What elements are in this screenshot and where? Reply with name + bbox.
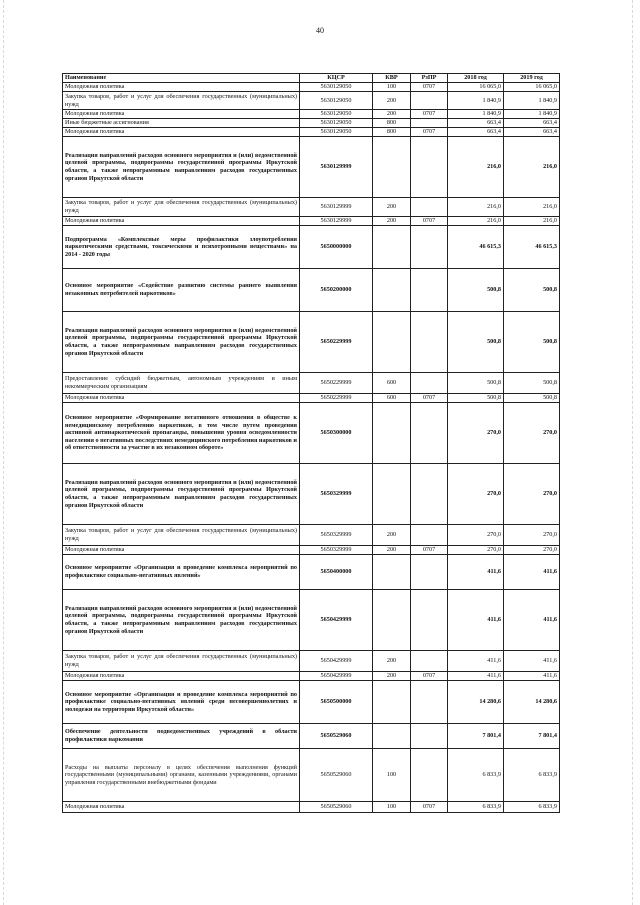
table-row (63, 525, 560, 546)
row-kvr: 200 (373, 546, 411, 555)
table-row (63, 217, 560, 226)
table-header-row (63, 74, 560, 83)
row-2019: 216,0 (504, 137, 560, 198)
row-2019: 411,6 (504, 590, 560, 651)
row-kvr: 200 (373, 651, 411, 672)
row-2018: 500,8 (448, 269, 504, 312)
row-name: Закупка товаров, работ и услуг для обеспечения государственных (муниципальных) нужд (63, 525, 300, 546)
table-body (63, 83, 560, 813)
row-2019: 1 840,9 (504, 92, 560, 110)
table-row (63, 128, 560, 137)
row-rzpr: 0707 (411, 394, 448, 403)
table-row (63, 464, 560, 525)
table-row (63, 110, 560, 119)
row-2018: 270,0 (448, 403, 504, 464)
row-name: Основное мероприятие «Содействие развитию системы раннего выявления незаконных потребителей наркотиков» (63, 269, 300, 312)
row-2019: 270,0 (504, 525, 560, 546)
row-kcsr: 5650329999 (300, 546, 373, 555)
row-kvr: 100 (373, 83, 411, 92)
row-kcsr: 5630129050 (300, 119, 373, 128)
row-kvr (373, 403, 411, 464)
row-name: Реализация направлений расходов основного мероприятия и (или) ведомственной целевой программы, подпрограммы государственной программы Иркутской области, а также непрограммным направлениям расходов государственных органов Иркутской области (63, 590, 300, 651)
table-row (63, 226, 560, 269)
row-2019: 500,8 (504, 394, 560, 403)
row-2018: 1 840,9 (448, 110, 504, 119)
row-rzpr (411, 269, 448, 312)
row-kcsr: 5630129050 (300, 92, 373, 110)
row-kvr: 600 (373, 394, 411, 403)
row-name: Основное мероприятие «Организация и проведение комплекса мероприятий по профилактике социально-негативных явлений» (63, 555, 300, 590)
table-row (63, 724, 560, 749)
row-kvr (373, 590, 411, 651)
row-2019: 216,0 (504, 198, 560, 217)
row-kvr (373, 724, 411, 749)
row-kcsr: 5630129050 (300, 83, 373, 92)
row-kvr (373, 464, 411, 525)
row-rzpr (411, 651, 448, 672)
row-kcsr: 5650000000 (300, 226, 373, 269)
row-rzpr (411, 555, 448, 590)
row-2018: 6 833,9 (448, 749, 504, 802)
table-row (63, 198, 560, 217)
row-kcsr: 5650529060 (300, 724, 373, 749)
row-kvr: 600 (373, 373, 411, 394)
row-2019: 411,6 (504, 555, 560, 590)
table-row (63, 749, 560, 802)
table-row (63, 373, 560, 394)
row-rzpr: 0707 (411, 802, 448, 813)
row-kcsr: 5650500000 (300, 681, 373, 724)
row-kcsr: 5650529060 (300, 802, 373, 813)
row-name: Обеспечение деятельности подведомственных учреждений в области профилактики наркомании (63, 724, 300, 749)
row-2018: 270,0 (448, 546, 504, 555)
row-kcsr: 5650329999 (300, 464, 373, 525)
header-2019: 2019 год (504, 74, 560, 83)
row-rzpr (411, 590, 448, 651)
row-2018: 411,6 (448, 651, 504, 672)
row-rzpr (411, 724, 448, 749)
row-kcsr: 5650329999 (300, 525, 373, 546)
row-2018: 1 840,9 (448, 92, 504, 110)
row-kcsr: 5650529060 (300, 749, 373, 802)
budget-table (62, 73, 560, 813)
row-2019: 411,6 (504, 651, 560, 672)
row-rzpr (411, 749, 448, 802)
row-rzpr (411, 464, 448, 525)
row-kcsr: 5630129050 (300, 128, 373, 137)
row-name: Молодежная политика (63, 217, 300, 226)
row-rzpr (411, 119, 448, 128)
row-kvr: 800 (373, 119, 411, 128)
table-row (63, 672, 560, 681)
row-name: Реализация направлений расходов основного мероприятия и (или) ведомственной целевой программы, подпрограммы государственной программы Иркутской области, а также непрограммным направлениям расходов государственных органов Иркутской области (63, 312, 300, 373)
table-row (63, 590, 560, 651)
row-kvr (373, 269, 411, 312)
row-2018: 270,0 (448, 464, 504, 525)
row-kvr: 800 (373, 128, 411, 137)
row-kcsr: 5630129999 (300, 198, 373, 217)
row-kcsr: 5650429999 (300, 651, 373, 672)
row-2018: 411,6 (448, 672, 504, 681)
row-kcsr: 5650200000 (300, 269, 373, 312)
row-2019: 500,8 (504, 269, 560, 312)
row-name: Молодежная политика (63, 394, 300, 403)
row-kvr (373, 681, 411, 724)
row-2019: 1 840,9 (504, 110, 560, 119)
row-name: Предоставление субсидий бюджетным, автономным учреждениям и иным некоммерческим организациям (63, 373, 300, 394)
row-2018: 500,8 (448, 312, 504, 373)
row-kcsr: 5630129050 (300, 110, 373, 119)
row-rzpr (411, 226, 448, 269)
row-rzpr: 0707 (411, 217, 448, 226)
table-row (63, 555, 560, 590)
table-row (63, 802, 560, 813)
table-row (63, 403, 560, 464)
row-kvr: 200 (373, 198, 411, 217)
row-name: Закупка товаров, работ и услуг для обеспечения государственных (муниципальных) нужд (63, 651, 300, 672)
row-name: Молодежная политика (63, 802, 300, 813)
row-rzpr: 0707 (411, 128, 448, 137)
row-2019: 270,0 (504, 403, 560, 464)
row-rzpr (411, 92, 448, 110)
row-kcsr: 5650429999 (300, 590, 373, 651)
row-2019: 500,8 (504, 312, 560, 373)
row-2019: 663,4 (504, 119, 560, 128)
row-name: Закупка товаров, работ и услуг для обеспечения государственных (муниципальных) нужд (63, 198, 300, 217)
row-name: Иные бюджетные ассигнования (63, 119, 300, 128)
row-2019: 46 615,3 (504, 226, 560, 269)
row-rzpr (411, 137, 448, 198)
row-2019: 270,0 (504, 546, 560, 555)
row-2019: 14 280,6 (504, 681, 560, 724)
row-kvr: 200 (373, 92, 411, 110)
row-2019: 216,0 (504, 217, 560, 226)
row-kcsr: 5650300000 (300, 403, 373, 464)
row-rzpr: 0707 (411, 83, 448, 92)
row-2018: 411,6 (448, 555, 504, 590)
row-2019: 500,8 (504, 373, 560, 394)
table-row (63, 137, 560, 198)
row-rzpr: 0707 (411, 672, 448, 681)
row-2018: 270,0 (448, 525, 504, 546)
row-name: Основное мероприятие «Организация и проведение комплекса мероприятий по профилактике социально-негативных явлений среди несовершеннолетних и молодежи на территории Иркутской области» (63, 681, 300, 724)
row-name: Молодежная политика (63, 110, 300, 119)
scan-edge-right (632, 0, 634, 905)
row-2018: 411,6 (448, 590, 504, 651)
row-2018: 14 280,6 (448, 681, 504, 724)
row-2019: 16 065,0 (504, 83, 560, 92)
row-rzpr (411, 681, 448, 724)
table-row (63, 92, 560, 110)
row-kcsr: 5650229999 (300, 394, 373, 403)
row-kcsr: 5650429999 (300, 672, 373, 681)
row-name: Молодежная политика (63, 672, 300, 681)
row-2018: 16 065,0 (448, 83, 504, 92)
table-row (63, 681, 560, 724)
row-rzpr (411, 403, 448, 464)
row-2018: 6 833,9 (448, 802, 504, 813)
row-kvr: 100 (373, 749, 411, 802)
row-name: Закупка товаров, работ и услуг для обеспечения государственных (муниципальных) нужд (63, 92, 300, 110)
row-rzpr (411, 198, 448, 217)
row-rzpr (411, 525, 448, 546)
row-kcsr: 5650229999 (300, 312, 373, 373)
row-kvr: 100 (373, 802, 411, 813)
table-row (63, 546, 560, 555)
table-row (63, 394, 560, 403)
table-row (63, 119, 560, 128)
header-rzpr: РзПР (411, 74, 448, 83)
row-rzpr (411, 312, 448, 373)
row-2019: 6 833,9 (504, 749, 560, 802)
row-kvr: 200 (373, 110, 411, 119)
row-rzpr (411, 373, 448, 394)
row-name: Реализация направлений расходов основного мероприятия и (или) ведомственной целевой программы, подпрограммы государственной программы Иркутской области, а также непрограммным направлениям расходов государственных органов Иркутской области (63, 464, 300, 525)
row-kcsr: 5630129999 (300, 137, 373, 198)
row-name: Основное мероприятие «Формирование негативного отношения в обществе к немедицинскому потреблению наркотиков, в том числе путем проведения активной антинаркотической пропаганды, повышения уровня осведомленности населения о негативных последствиях немедицинского потребления наркотиков и об ответственности за участие в их незаконном обороте» (63, 403, 300, 464)
row-name: Реализация направлений расходов основного мероприятия и (или) ведомственной целевой программы, подпрограммы государственной программы Иркутской области, а также непрограммным направлениям расходов государственных органов Иркутской области (63, 137, 300, 198)
row-kvr (373, 226, 411, 269)
row-2018: 216,0 (448, 198, 504, 217)
row-name: Молодежная политика (63, 546, 300, 555)
row-kvr (373, 555, 411, 590)
row-name: Молодежная политика (63, 83, 300, 92)
row-kvr (373, 312, 411, 373)
row-kcsr: 5650400000 (300, 555, 373, 590)
row-kvr: 200 (373, 672, 411, 681)
row-2018: 663,4 (448, 119, 504, 128)
row-kvr (373, 137, 411, 198)
row-2018: 7 801,4 (448, 724, 504, 749)
table-row (63, 269, 560, 312)
row-2018: 46 615,3 (448, 226, 504, 269)
header-name: Наименование (63, 74, 300, 83)
row-kvr: 200 (373, 525, 411, 546)
table-row (63, 651, 560, 672)
row-2019: 270,0 (504, 464, 560, 525)
scan-edge-left (3, 0, 5, 905)
row-kvr: 200 (373, 217, 411, 226)
row-2019: 411,6 (504, 672, 560, 681)
row-rzpr: 0707 (411, 546, 448, 555)
header-2018: 2018 год (448, 74, 504, 83)
page-number: 40 (316, 26, 324, 35)
row-2018: 663,4 (448, 128, 504, 137)
table-row (63, 83, 560, 92)
row-2019: 7 801,4 (504, 724, 560, 749)
row-2018: 216,0 (448, 137, 504, 198)
row-rzpr: 0707 (411, 110, 448, 119)
row-kcsr: 5630129999 (300, 217, 373, 226)
row-2018: 500,8 (448, 373, 504, 394)
header-kcsr: КЦСР (300, 74, 373, 83)
row-name: Расходы на выплаты персоналу в целях обеспечения выполнения функций государственными (муниципальными) органами, казенными учреждениями, органами управления государственными внебюджетными фондами (63, 749, 300, 802)
row-kcsr: 5650229999 (300, 373, 373, 394)
row-2018: 216,0 (448, 217, 504, 226)
row-2019: 6 833,9 (504, 802, 560, 813)
row-name: Подпрограмма «Комплексные меры профилактики злоупотребления наркотическими средствами, токсическими и психотропными веществами» на 2014 - 2020 годы (63, 226, 300, 269)
header-kvr: КВР (373, 74, 411, 83)
table-row (63, 312, 560, 373)
row-name: Молодежная политика (63, 128, 300, 137)
row-2019: 663,4 (504, 128, 560, 137)
row-2018: 500,8 (448, 394, 504, 403)
